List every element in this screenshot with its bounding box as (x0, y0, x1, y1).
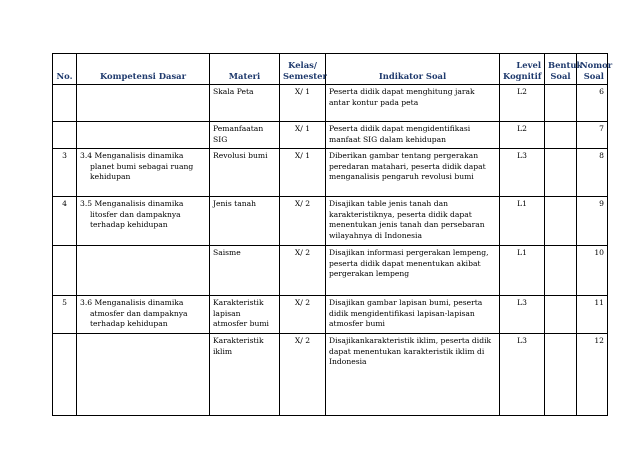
table-row (53, 246, 608, 296)
cell-bentuk (545, 122, 577, 149)
kisi-kisi-table (52, 53, 613, 416)
cell-indikator: Disajikan table jenis tanah dan karakteristiknya, peserta didik dapat menentukan jenis tanah dan persebaran wilayahnya di Indonesia (326, 197, 500, 246)
cell-no: 4 (53, 197, 77, 246)
cell-level: L3 (500, 296, 545, 334)
cell-kompetensi-dasar: 3.5 Menganalisis dinamika litosfer dan dampaknya terhadap kehidupan (77, 197, 210, 246)
header-nomor-soal: Nomor Soal (577, 54, 608, 85)
cell-indikator: Diberikan gambar tentang pergerakan peredaran matahari, peserta didik dapat menganalisis pengaruh revolusi bumi (326, 149, 500, 197)
cell-indikator: Peserta didik dapat mengidentifikasi manfaat SIG dalam kehidupan (326, 122, 500, 149)
cell-bentuk (545, 85, 577, 122)
cell-materi: Revolusi bumi (210, 149, 280, 197)
cell-nomor: 8 (577, 149, 608, 197)
cell-materi: Pemanfaatan SIG (210, 122, 280, 149)
cell-indikator: Disajikan gambar lapisan bumi, peserta didik mengidentifikasi lapisan-lapisan atmosfer bumi (326, 296, 500, 334)
cell-materi: Saisme (210, 246, 280, 296)
table-row (53, 149, 608, 197)
cell-kompetensi-dasar: 3.6 Menganalisis dinamika atmosfer dan dampaknya terhadap kehidupan (77, 296, 210, 334)
cell-kelas: X/ 2 (280, 246, 326, 296)
cell-no (53, 334, 77, 416)
cell-level: L2 (500, 85, 545, 122)
cell-no (53, 85, 77, 122)
table-row (53, 197, 608, 246)
cell-materi: Skala Peta (210, 85, 280, 122)
header-indikator-soal: Indikator Soal (326, 54, 500, 85)
table-row (53, 334, 608, 416)
cell-level: L1 (500, 197, 545, 246)
cell-bentuk (545, 246, 577, 296)
cell-no: 3 (53, 149, 77, 197)
cell-kelas: X/ 2 (280, 296, 326, 334)
cell-bentuk (545, 149, 577, 197)
header-row (53, 54, 608, 85)
cell-kompetensi-dasar (77, 246, 210, 296)
cell-level: L1 (500, 246, 545, 296)
cell-kelas: X/ 2 (280, 334, 326, 416)
cell-kompetensi-dasar (77, 85, 210, 122)
table-row (53, 122, 608, 149)
cell-nomor: 11 (577, 296, 608, 334)
cell-no: 5 (53, 296, 77, 334)
cell-kelas: X/ 1 (280, 122, 326, 149)
cell-nomor: 9 (577, 197, 608, 246)
cell-materi: Jenis tanah (210, 197, 280, 246)
cell-kelas: X/ 1 (280, 85, 326, 122)
cell-kompetensi-dasar (77, 122, 210, 149)
cell-kelas: X/ 2 (280, 197, 326, 246)
cell-kompetensi-dasar: 3.4 Menganalisis dinamika planet bumi sebagai ruang kehidupan (77, 149, 210, 197)
table-row (53, 85, 608, 122)
cell-bentuk (545, 334, 577, 416)
cell-indikator: Peserta didik dapat menghitung jarak antar kontur pada peta (326, 85, 500, 122)
cell-materi: Karakteristik lapisan atmosfer bumi (210, 296, 280, 334)
cell-indikator: Disajikan informasi pergerakan lempeng, peserta didik dapat menentukan akibat pergerakan lempeng (326, 246, 500, 296)
cell-kelas: X/ 1 (280, 149, 326, 197)
header-kompetensi-dasar: Kompetensi Dasar (77, 54, 210, 85)
cell-level: L3 (500, 149, 545, 197)
cell-bentuk (545, 296, 577, 334)
cell-level: L2 (500, 122, 545, 149)
cell-nomor: 7 (577, 122, 608, 149)
header-bentuk-soal: Bentuk Soal (545, 54, 577, 85)
cell-nomor: 6 (577, 85, 608, 122)
cell-kompetensi-dasar (77, 334, 210, 416)
header-no: No. (53, 54, 77, 85)
header-materi: Materi (210, 54, 280, 85)
cell-indikator: Disajikankarakteristik iklim, peserta didik dapat menentukan karakteristik iklim di Indonesia (326, 334, 500, 416)
cell-level: L3 (500, 334, 545, 416)
cell-no (53, 246, 77, 296)
cell-materi: Karakteristik iklim (210, 334, 280, 416)
cell-nomor: 12 (577, 334, 608, 416)
cell-bentuk (545, 197, 577, 246)
cell-nomor: 10 (577, 246, 608, 296)
cell-no (53, 122, 77, 149)
header-kelas-semester: Kelas/ Semester (280, 54, 326, 85)
header-level-kognitif: Level Kognitif (500, 54, 545, 85)
table-row (53, 296, 608, 334)
